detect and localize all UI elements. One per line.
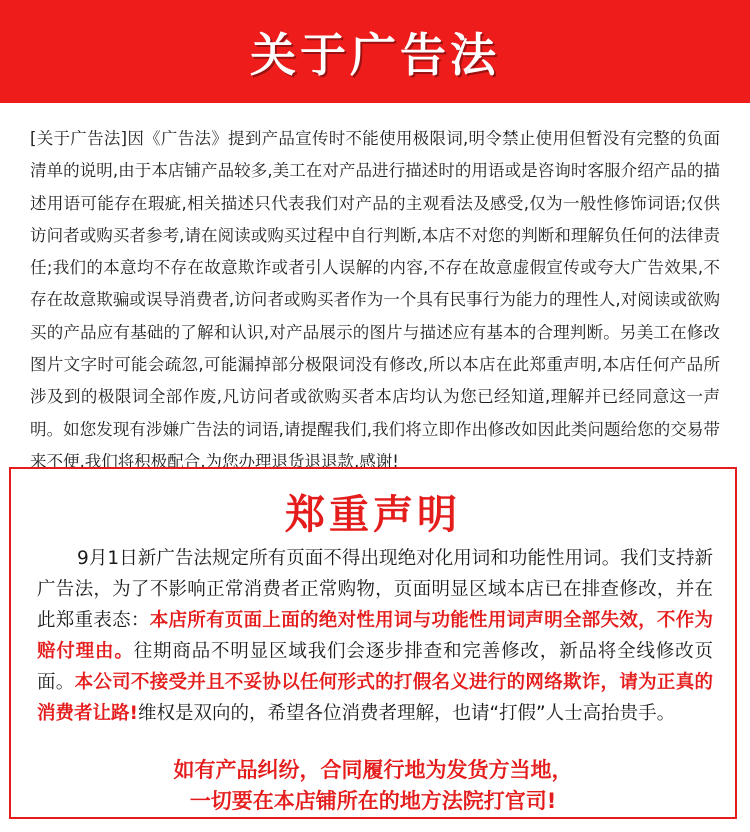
dispute-line-2: 一切要在本店铺所在的地方法院打官司! xyxy=(189,789,557,813)
statement-text-3: 维权是双向的，希望各位消费者理解，也请“打假”人士高抬贵手。 xyxy=(137,703,676,724)
statement-title: 郑重声明 xyxy=(285,492,461,538)
dispute-notice xyxy=(11,755,735,817)
header-banner xyxy=(0,0,750,103)
page-title: 关于广告法 xyxy=(250,27,500,82)
dispute-line-1: 如有产品纠纷，合同履行地为发货方当地， xyxy=(173,758,573,782)
advertising-law-intro: [关于广告法]因《广告法》提到产品宣传时不能使用极限词,明令禁止使用但暂没有完整的负面清单的说明,由于本店铺产品较多,美工在对产品进行描述时的用语或是咨询时客服介绍产品的描述用语可能存在瑕疵,相关描述只代表我们对产品的主观看法及感受,仅为一般性修饰词语;仅供访问者或购买者参考,请在阅读或购买过程中自行判断,本店不对您的判断和理解负任何的法律责任;我们的本意均不存在故意欺诈或者引人误解的内容,不存在故意虚假宣传或夸大广告效果,不存在故意欺骗或误导消费者,访问者或购买者作为一个具有民事行为能力的理性人,对阅读或欲购买的产品应有基础的了解和认识,对产品展示的图片与描述应有基本的合理判断。另美工在修改图片文字时可能会疏忽,可能漏掉部分极限词没有修改,所以本店在此郑重声明,本店任何产品所涉及到的极限词全部作废,凡访问者或欲购买者本店均认为您已经知道,理解并已经同意这一声明。如您发现有涉嫌广告法的词语,请提醒我们,我们将立即作出修改如因此类问题给您的交易带来不便,我们将积极配合,为您办理退货退退款,感谢! xyxy=(30,129,720,471)
statement-body xyxy=(37,543,713,729)
statement-highlight-1: 本店所有页面上面的绝对性用词与功能性用词声明全部失效，不作为赔付理由。 xyxy=(37,610,713,662)
statement-text-2: 往期商品不明显区域我们会逐步排查和完善修改，新品将全线修改页面。 xyxy=(37,641,713,693)
statement-highlight-2: 本公司不接受并且不妥协以任何形式的打假名义进行的网络欺诈，请为正真的消费者让路! xyxy=(37,672,713,724)
solemn-statement-box xyxy=(9,467,737,819)
statement-text-1: 9月1日新广告法规定所有页面不得出现绝对化用词和功能性用词。我们支持新广告法，为了不影响正常消费者正常购物，页面明显区域本店已在排查修改，并在此郑重表态： xyxy=(37,548,713,631)
